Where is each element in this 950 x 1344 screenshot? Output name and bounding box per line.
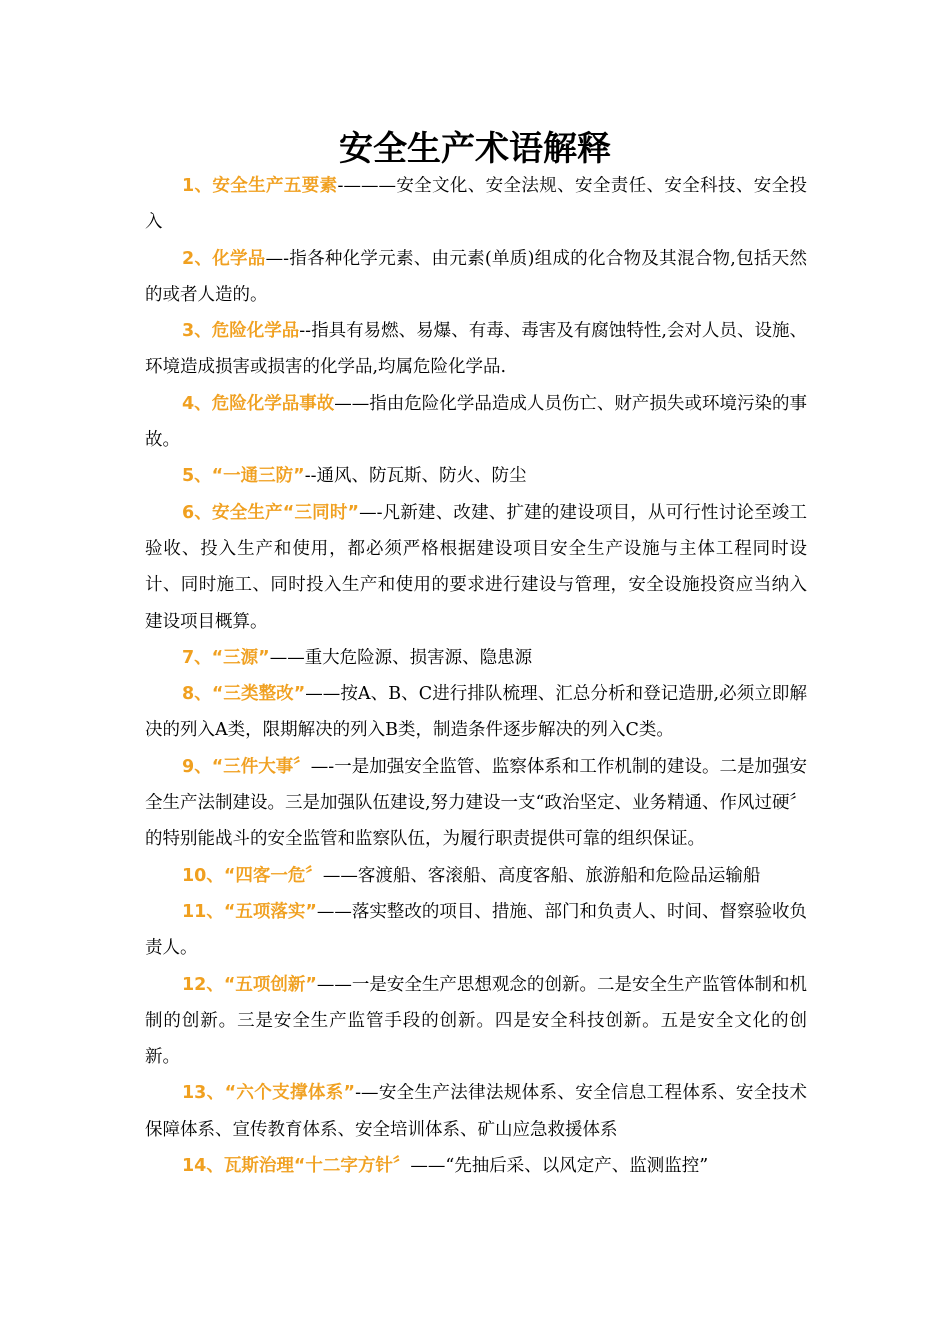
- term-label: 7、“三源”: [182, 647, 270, 668]
- term-definition: -———安全文化、安全法规、安全责任、安全科技、安全投入: [145, 176, 807, 233]
- term-label: 11、“五项落实”: [182, 901, 317, 922]
- term-definition: --指具有易燃、易爆、有毒、毒害及有腐蚀特性,会对人员、设施、环境造成损害或损害的化学品,均属危险化学品.: [145, 321, 807, 378]
- term-label: 14、瓦斯治理“十二字方针〞: [182, 1156, 411, 1177]
- list-item: [145, 495, 807, 640]
- term-label: 10、“四客一危〞: [182, 865, 323, 886]
- term-definition: ——按A、B、C进行排队梳理、汇总分析和登记造册,必须立即解决的列入A类，限期解决的列入B类，制造条件逐步解决的列入C类。: [145, 684, 808, 741]
- term-definition: --通风、防瓦斯、防火、防尘: [304, 466, 527, 487]
- list-item: [145, 458, 807, 494]
- list-item: [145, 313, 807, 386]
- term-definition: -—安全生产法律法规体系、安全信息工程体系、安全技术保障体系、宣传教育体系、安全培训体系、矿山应急救援体系: [145, 1083, 807, 1140]
- term-definition: ——一是安全生产思想观念的创新。二是安全生产监管体制和机制的创新。三是安全生产监管手段的创新。四是安全科技创新。五是安全文化的创新。: [145, 974, 807, 1068]
- list-item: [145, 858, 807, 894]
- list-item: [145, 749, 807, 858]
- term-definition: —-一是加强安全监管、监察体系和工作机制的建设。二是加强安全生产法制建设。三是加强队伍建设,努力建设一支“政治坚定、业务精通、作风过硬〞的特别能战斗的安全监管和监察队伍，为履行职责提供可靠的组织保证。: [145, 756, 808, 850]
- term-label: 4、危险化学品事故: [182, 393, 335, 414]
- term-label: 13、“六个支撑体系”: [182, 1083, 356, 1104]
- term-definition: ——落实整改的项目、措施、部门和负责人、时间、督察验收负责人。: [145, 901, 807, 959]
- term-label: 2、化学品: [182, 248, 266, 269]
- list-item: [145, 1075, 807, 1148]
- term-label: 1、安全生产五要素: [182, 176, 338, 196]
- term-definition: ——“先抽后采、以风定产、监测监控”: [410, 1156, 709, 1177]
- list-item: [145, 640, 807, 676]
- term-label: 6、安全生产“三同时”: [182, 502, 360, 523]
- term-definition: ——指由危险化学品造成人员伤亡、财产损失或环境污染的事故。: [145, 393, 807, 451]
- term-label: 5、“一通三防”: [182, 466, 305, 487]
- term-label: 12、“五项创新”: [182, 974, 317, 995]
- term-definition: ——重大危险源、损害源、隐患源: [269, 647, 533, 668]
- list-item: [145, 676, 807, 749]
- term-label: 8、“三类整改”: [182, 684, 306, 705]
- list-item: [145, 168, 807, 241]
- list-item: [145, 967, 807, 1076]
- list-item: [145, 386, 807, 459]
- term-definition: ——客渡船、客滚船、高度客船、旅游船和危险品运输船: [322, 865, 761, 886]
- term-label: 3、危险化学品: [182, 321, 300, 342]
- term-list: [145, 168, 807, 1184]
- list-item: [145, 894, 807, 967]
- term-label: 9、“三件大事〞: [182, 756, 311, 777]
- list-item: [145, 241, 807, 314]
- term-definition: —-凡新建、改建、扩建的建设项目，从可行性讨论至竣工验收、投入生产和使用，都必须严格根据建设项目安全生产设施与主体工程同时设计、同时施工、同时投入生产和使用的要求进行建设与管理，安全设施投资应当纳入建设项目概算。: [145, 502, 807, 632]
- document-title: 安全生产术语解释: [339, 129, 611, 169]
- term-definition: —-指各种化学元素、由元素(单质)组成的化合物及其混合物,包括天然的或者人造的。: [145, 248, 807, 305]
- list-item: [145, 1148, 807, 1184]
